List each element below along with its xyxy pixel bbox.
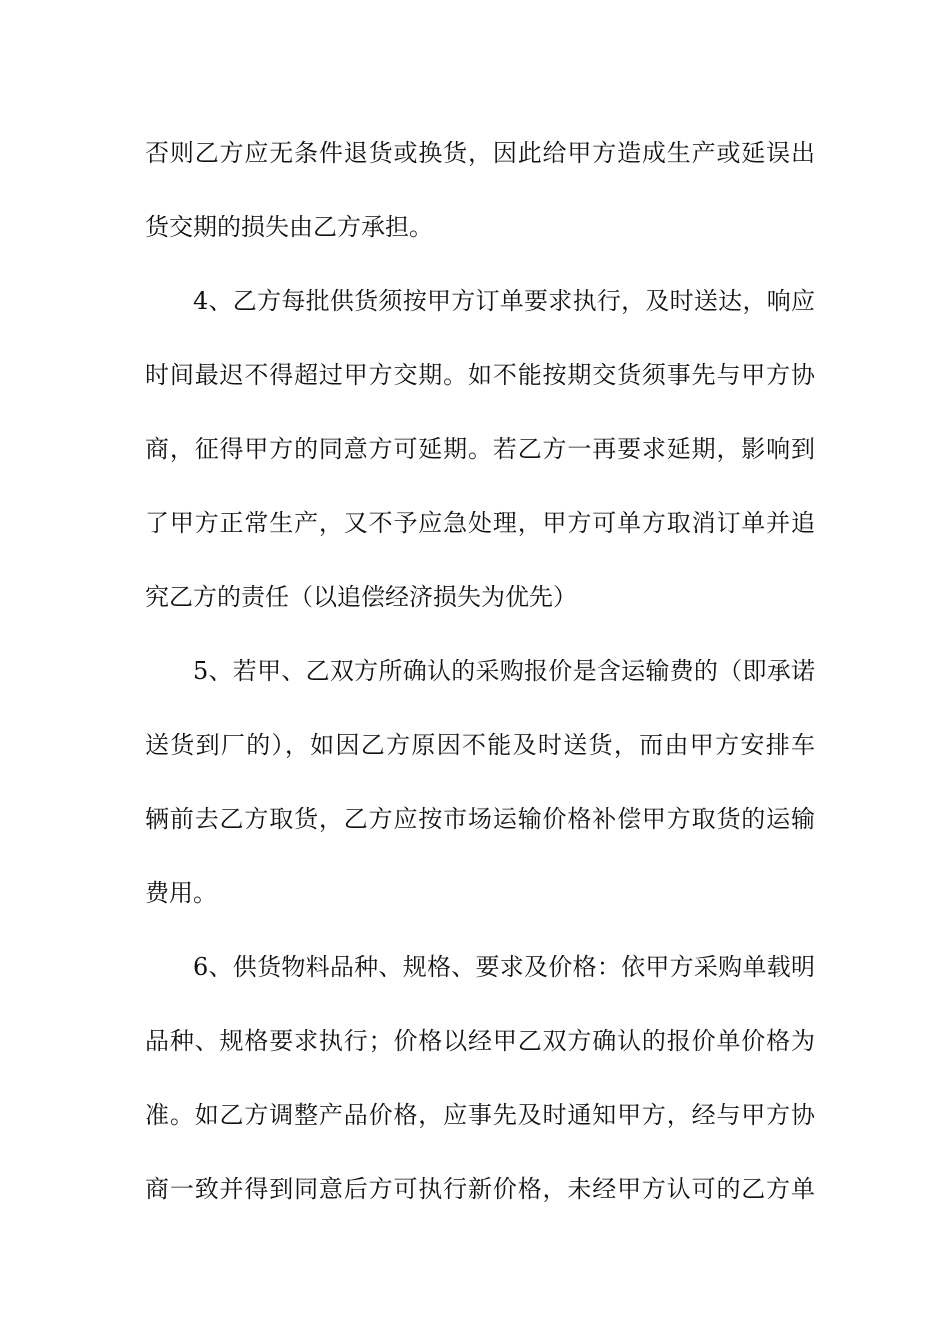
text-line: 了甲方正常生产，又不予应急处理，甲方可单方取消订单并追 [145, 509, 815, 537]
text-line: 辆前去乙方取货，乙方应按市场运输价格补偿甲方取货的运输 [145, 805, 815, 833]
text-line: 商，征得甲方的同意方可延期。若乙方一再要求延期，影响到 [145, 435, 815, 463]
text-line: 究乙方的责任（以追偿经济损失为优先） [145, 583, 577, 611]
text-line: 货交期的损失由乙方承担。 [145, 213, 433, 241]
paragraph-start-line: 4、乙方每批供货须按甲方订单要求执行，及时送达，响应 [193, 287, 815, 315]
text-line: 费用。 [145, 879, 217, 907]
paragraph-start-line: 5、若甲、乙双方所确认的采购报价是含运输费的（即承诺 [193, 657, 815, 685]
text-line: 时间最迟不得超过甲方交期。如不能按期交货须事先与甲方协 [145, 361, 815, 389]
paragraph-start-line: 6、供货物料品种、规格、要求及价格：依甲方采购单载明 [193, 953, 815, 981]
text-line: 送货到厂的），如因乙方原因不能及时送货，而由甲方安排车 [145, 731, 815, 759]
text-line: 商一致并得到同意后方可执行新价格，未经甲方认可的乙方单 [145, 1175, 815, 1203]
text-line: 否则乙方应无条件退货或换货，因此给甲方造成生产或延误出 [145, 139, 815, 167]
text-line: 品种、规格要求执行；价格以经甲乙双方确认的报价单价格为 [145, 1027, 815, 1055]
text-line: 准。如乙方调整产品价格，应事先及时通知甲方，经与甲方协 [145, 1101, 815, 1129]
